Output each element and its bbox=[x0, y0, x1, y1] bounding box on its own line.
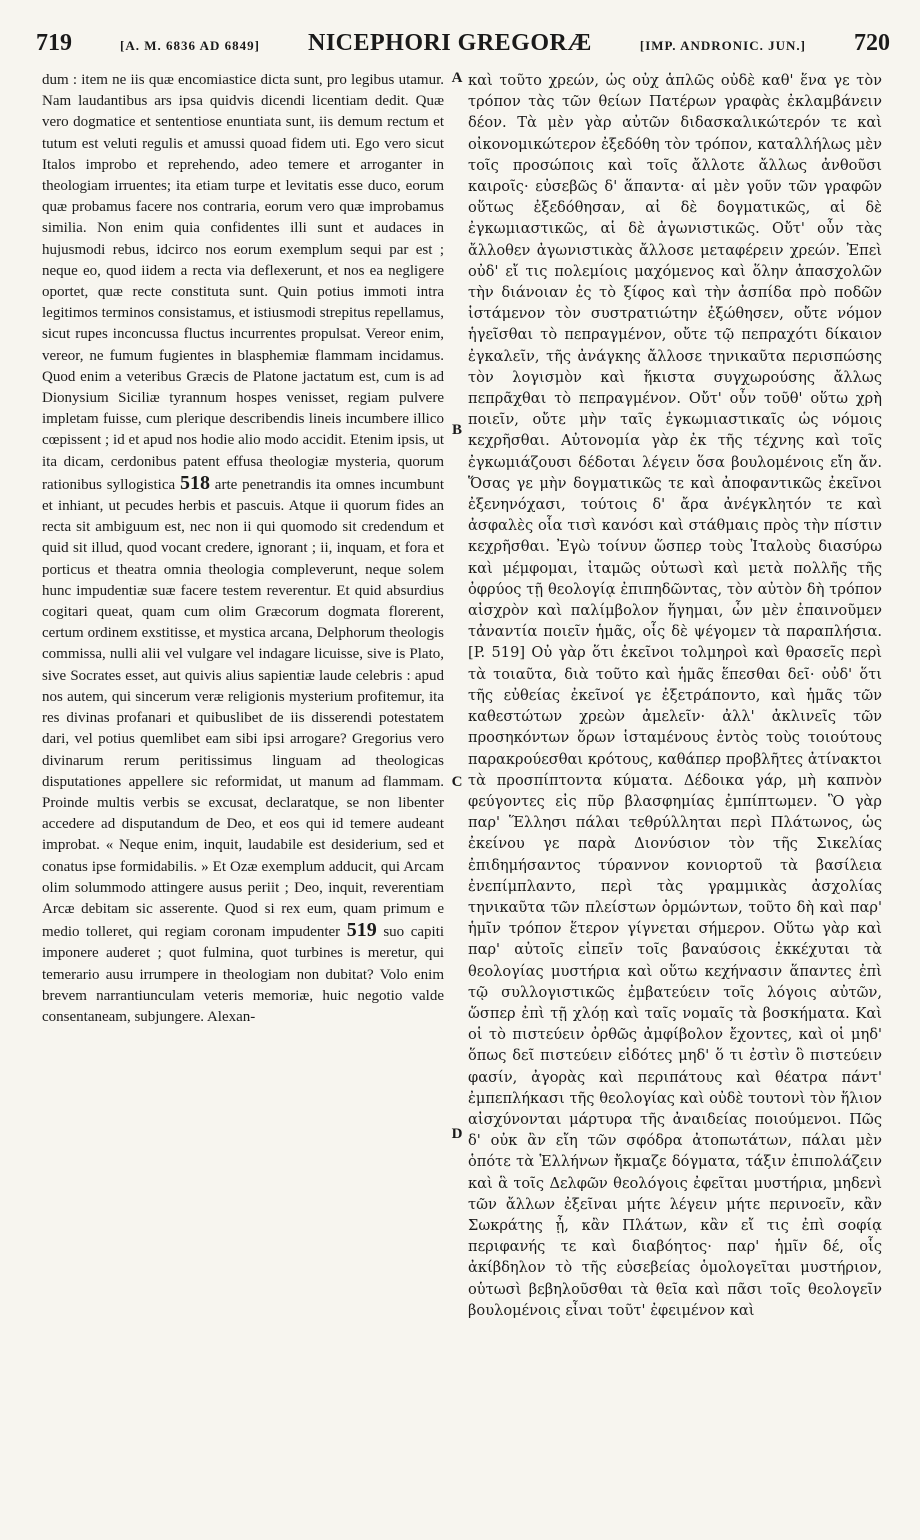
section-marker-c: C bbox=[451, 774, 463, 790]
latin-text-part-2: arte penetrandis ita omnes incumbunt et inhiant, ut pecudes herbis et pascuis. Atque ii quorum fides an recta sit ambiguum est, nec non ii qui quomodo sit credendum et quid sit illud, quod vocant credere, ignorant ; ii, inquam, et fora et porticus et theatra omnia theologia compleverunt, neque solem hunc impudentiæ suæ facere testem reverentur. Et quid absurdius cogitari queat, quam cum olim Græcorum dogmata florerent, certum ordinem exstitisse, et mystica arcana, Delphorum theologis commissa, nulli alii vel vulgare vel indagare licuisse, sive is Plato, sive Socrates esset, aut quivis alius sapientiæ laude celebris : apud nos autem, qui sincerum veræ religionis mysterium profitemur, ita res divinas profanari et quibuslibet de iis disserendi potestatem dari, vel potius quemlibet eam sibi ipsi arrogare? Gregorius vero divinarum rerum peritissimus linguam ad theologicas disputationes appellere sic reformidat, ut manum ad flammam. Proinde multis verbis se excusat, declaratque, se non libenter accedere ad disputandum de Deo, et eos qui id temere audeant improbat. « Neque enim, inquit, laudabile est desiderium, sed et conatus ipse formidabilis. » Et Ozæ exemplum adducit, qui Arcam olim solummodo attingere ausus periit ; Deo, inquit, reverentiam Arcæ debitam sic asserente. Quod si rex eum, quam primum e medio tolleret, qui regiam coronam impudenter bbox=[42, 476, 444, 941]
marginal-page-number-518: 518 bbox=[179, 471, 210, 494]
emperor-range-right: [IMP. ANDRONIC. JUN.] bbox=[639, 38, 806, 53]
latin-column bbox=[42, 70, 444, 1530]
greek-column bbox=[468, 70, 882, 1530]
page-number-left: 719 bbox=[36, 30, 72, 56]
running-title: NICEPHORI GREGORÆ bbox=[307, 30, 592, 56]
running-header bbox=[36, 30, 890, 64]
latin-text bbox=[42, 70, 444, 1028]
latin-text-part-3: suo capiti imponere auderet ; quot fulmina, quot turbines is meretur, qui temerario ausu irrumpere in theologiam non dubitat? Volo enim brevem narrantiunculam veteris memoriæ, huic negotio valde consentaneam, subjungere. Alexan- bbox=[42, 924, 444, 1025]
section-marker-b: B bbox=[451, 422, 462, 438]
marginal-page-number-519: 519 bbox=[346, 919, 377, 942]
section-marker-a: A bbox=[451, 70, 463, 86]
greek-text: καὶ τοῦτο χρεών, ὡς οὐχ ἁπλῶς οὐδὲ καθ' ἕνα γε τὸν τρόπον τὰς τῶν θείων Πατέρων γραφὰς ἐκλαμβάνειν δέον. Τὰ μὲν γὰρ αὐτῶν διδασκαλικώτερόν τε καὶ οἰκονομικώτερον ἐξεδόθη τὸν τρόπον, καταλλήλως μὲν τοῖς προσώποις καὶ τοῖς ἄλλοτε ἄλλως ἀνθοῦσι καιροῖς· εὐσεβῶς δ' ἅπαντα· αἱ μὲν γοῦν τῶν γραφῶν οὕτως ἐξεδόθησαν, αἱ δὲ δογματικῶς, αἱ δὲ ἐγκωμιαστικῶς, αἱ δὲ ἀγωνιστικῶς. Οὔτ' οὖν τὰς ἄλλοθεν ἀγωνιστικὰς ἄλλοσε μεταφέρειν χρεών. Ἐπεὶ οὐδ' εἴ τις πολεμίοις μαχόμενος καὶ ὅλην ἀπασχολῶν τὴν διάνοιαν ἐς τὸ ξίφος καὶ τὴν ἀσπίδα πρὸ ποδῶν ἱστάμενον τὸν συστρατιώτην ἐξώθησεν, οὔτε νόμον ἡγεῖσθαι τὸ πεπραγμένον, οὔτε τῷ πεπραχότι δίκαιον ἐγκαλεῖν, τῆς ἀνάγκης ἄλλοσε τηνικαῦτα περισπώσης τὸν λογισμὸν καὶ ἥκιστα συγχωρούσης ἄλλως πεπρᾶχθαι τὸ πεπραγμένον. Οὔτ' οὖν τοῦθ' οὕτω χρὴ ποιεῖν, οὔτε μὴν ταῖς ἐγκωμιαστικαῖς ὡς νόμοις κεχρῆσθαι. Αὐτονομία γὰρ ἐκ τῆς τέχνης καὶ τοῖς ἐγκωμιάζουσι δέδοται λέγειν ὅσα βουλομένοις εἴη ἄν. Ὅσας γε μὴν δογματικῶς τε καὶ ἀποφαντικῶς ἐκεῖνοι ἐξενηνόχασι, τούτοις δ' ἄρα ἀνέγκλητόν τε καὶ ἀσφαλὲς οἷα τισὶ κανόσι καὶ στάθμαις πρὸς τὴν πίστιν κεχρῆσθαι. Ἐγὼ τοίνυν ὥσπερ τοὺς Ἰταλοὺς διασύρω καὶ μέμφομαι, ἰταμῶς οὑτωσὶ καὶ μετὰ πολλῆς τῆς ὀφρύος τῇ θεολογίᾳ ἐπιπηδῶντας, τὸν αὐτὸν δὴ τρόπον αἰσχρὸν καὶ παλίμβολον ἥγημαι, ὧν μὲν ἐπαινοῦμεν τἀναντία ποιεῖν ἡμᾶς, οἷς δὲ ψέγομεν τὰ παραπλήσια. [P. 519] Οὐ γὰρ ὅτι ἐκεῖνοι τολμηροὶ καὶ θρασεῖς περὶ τὰ τοιαῦτα, διὰ τοῦτο καὶ ἡμᾶς ἕπεσθαι δεῖ· οὐδ' ὅτι τῆς εὐθείας ἐκεῖνοί γε ἐξετράποντο, καὶ ἡμᾶς τῶν καθεστώτων χρεὼν ἀμελεῖν· ἀλλ' ἀκλινεῖς τῶν προσηκόντων ὅρων ἱσταμένους ἐντὸς τοὺς τοιούτους παρακρούεσθαι κρότους, καθάπερ προβλῆτες ἀτίνακτοι τὰ προσπίπτοντα κύματα. Δέδοικα γάρ, μὴ καπνὸν φεύγοντες εἰς πῦρ βλασφημίας ἐμπίπτωμεν. Ὃ γὰρ παρ' Ἕλλησι πάλαι τεθρύλληται περὶ Πλάτωνος, ὡς ἐκείνου γε παρὰ Διονύσιον τὸν τῆς Σικελίας ἐπιδημήσαντος τύραννον κονιορτοῦ τὰ βασίλεια ἐνεπίμπλαντο, περὶ τὰς γραμμικὰς ἀσχολίας τηνικαῦτα τῶν πλείστων ὁρμώντων, τοῦτο δὴ καὶ παρ' ἡμῖν τρόπον ἕτερον γίγνεται σήμερον. Οὕτω γὰρ καὶ παρ' αὐτοῖς εἰπεῖν τοῖς βαναύσοις ἐκκέχυται τὰ θεολογίας μυστήρια καὶ οὕτω κεχήνασιν ἅπαντες ἐπὶ τῷ συλλογιστικῶς ἐμβατεύειν τοῖς λόγοις αὐτῶν, ὥσπερ ἐπὶ τῇ χλόῃ καὶ ταῖς νομαῖς τὰ βοσκήματα. Καὶ οἱ τὸ πιστεύειν ὀρθῶς ἀμφίβολον ἔχοντες, καὶ οἱ μηδ' ὅπως δεῖ πιστεύειν εἰδότες μηδ' ὅ τι ἐστὶν ὃ πιστεύειν φασίν, ἀγορὰς καὶ περιπάτους καὶ θέατρα πάντ' ἐμπεπλήκασι τῆς θεολογίας καὶ οὐδὲ τουτονὶ τὸν ἥλιον αἰσχύνονται μάρτυρα τῆς ἀναιδείας ποιούμενοι. Πῶς δ' οὐκ ἂν εἴη τῶν σφόδρα ἀτοπωτάτων, πάλαι μὲν ὁπότε τὰ Ἑλλήνων ἤκμαζε δόγματα, τάξιν ἐπιπολάζειν καὶ ἃ τοῖς Δελφῶν θεολόγοις ἐφεῖται μυστήρια, μηδενὶ τῶν ἄλλων ἐξεῖναι μήτε λέγειν μήτε περινοεῖν, κἂν Σωκράτης ᾖ, κἂν Πλάτων, κἂν εἴ τις ἐπὶ σοφίᾳ περιφανής τε καὶ διαβόητος· παρ' ἡμῖν δέ, οἷς ἀκίβδηλον τὸ τῆς εὐσεβείας ὁμολογεῖται μυστήριον, οὑτωσὶ βεβηλοῦσθαι τὰ θεῖα καὶ πᾶσι τοῖς θεολογεῖν βουλομένοις εἶναι τοῦτ' ἐφειμένον καὶ bbox=[468, 72, 882, 1319]
section-marker-d: D bbox=[451, 1126, 463, 1142]
year-range-left: [A. M. 6836 AD 6849] bbox=[120, 38, 260, 53]
page-number-right: 720 bbox=[853, 30, 890, 56]
latin-text-part-1: dum : item ne iis quæ encomiastice dicta sunt, pro legibus utamur. Nam laudantibus ars ipsa quidvis dicendi licentiam dedit. Quæ vero dogmatice et sententiose enuntiata sunt, iis demum rectum et tutum est veluti regulis et amussi quoad fidem uti. Ego vero sicut Italos improbo et reprehendo, adeo temere et arroganter in theologiam irruentes; ita etiam turpe et levitatis esse duco, eorum quæ probamus facere nos contraria, eorum vero quæ improbamus similia. Non enim quia confidentes illi sunt et audaces in hujusmodi rebus, idcirco nos eorum exemplum sequi par est ; neque eo, quod iidem a recta via deflexerunt, et nos ea negligere oportet, quæ recte constituta sunt. Quin potius immoti intra legitimos terminos consistamus, et istiusmodi strepitus repellamus, sicut rupes inconcussa fluctus incurrentes propulsat. Vereor enim, vereor, ne fumum fugientes in blasphemiæ flammam incidamus. Quod enim a veteribus Græcis de Platone jactatum est, cum is ad Dionysium Siciliæ tyrannum hospes venisset, regiam pulvere impletam fuisse, cum plerique describendis lineis incumbere illico cœpissent ; id et apud nos hodie alio modo accidit. Etenim ipsis, ut ita dicam, cerdonibus patent effusa theologiæ mysteria, quorum rationibus syllogistica bbox=[42, 72, 444, 493]
